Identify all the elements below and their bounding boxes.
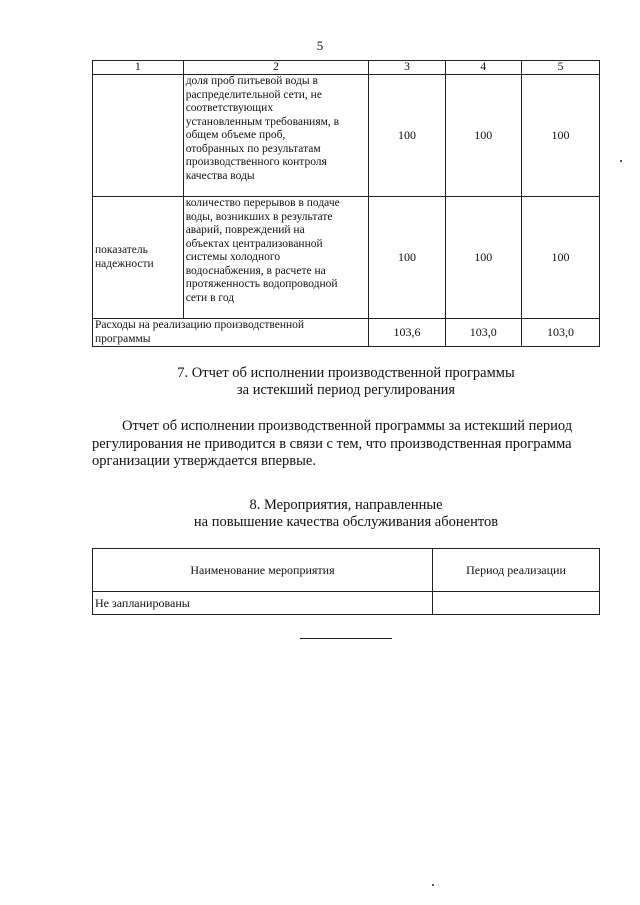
page-number: 5 xyxy=(316,38,324,53)
description-line: распределительной сети, не xyxy=(185,88,322,101)
event-name-header: Наименование мероприятия xyxy=(93,549,433,592)
period-cell xyxy=(433,592,600,615)
paragraph-line: регулирования не приводится в связи с тем, что производственная программа xyxy=(92,435,572,452)
value-cell: 100 xyxy=(369,75,445,197)
table-row xyxy=(93,197,600,319)
section-8-title-line-2: на повышение качества обслуживания абонентов xyxy=(193,514,499,530)
events-table xyxy=(92,548,600,615)
section-7-paragraph xyxy=(92,418,606,471)
table-row xyxy=(93,75,600,197)
header-cell-5: 5 xyxy=(521,61,599,75)
row-label-line: показатель xyxy=(95,244,148,256)
section-8-heading xyxy=(92,497,600,531)
section-8-title-line-1: 8. Мероприятия, направленные xyxy=(249,497,443,513)
row-label-line: надежности xyxy=(95,257,154,270)
expenses-value-cell: 103,0 xyxy=(521,319,599,347)
description-line: системы холодного xyxy=(185,251,281,263)
events-table-header-row xyxy=(93,549,600,592)
description-line: водоснабжения, в расчете на xyxy=(185,264,326,277)
expenses-value-cell: 103,0 xyxy=(445,319,521,347)
section-7-title-line-2: за истекший период регулирования xyxy=(236,382,456,398)
reliability-label-cell xyxy=(93,197,184,319)
period-header: Период реализации xyxy=(433,549,600,592)
description-line: сети в год xyxy=(185,291,235,304)
paragraph-line: Отчет об исполнении производственной программы за истекший период xyxy=(122,418,573,434)
description-line: установленным требованиям, в xyxy=(185,115,340,128)
header-cell-1: 1 xyxy=(93,61,184,75)
expenses-label-line: Расходы на реализацию производственной xyxy=(95,319,305,331)
expenses-value-cell: 103,6 xyxy=(369,319,445,347)
value-cell: 100 xyxy=(369,197,445,319)
reliability-indicator-description xyxy=(183,197,369,319)
description-line: качества воды xyxy=(185,169,255,182)
event-name-cell: Не запланированы xyxy=(93,592,433,615)
row-label-cell xyxy=(93,75,184,197)
value-cell: 100 xyxy=(521,75,599,197)
expenses-label-cell xyxy=(93,319,369,347)
expenses-row xyxy=(93,319,600,347)
description-line: производственного контроля xyxy=(185,156,327,168)
description-line: протяженность водопроводной xyxy=(185,278,338,290)
description-line: отобранных по результатам xyxy=(185,142,321,155)
table-header-row xyxy=(93,61,600,75)
header-cell-4: 4 xyxy=(445,61,521,75)
description-line: количество перерывов в подаче xyxy=(185,197,340,209)
quality-indicator-description xyxy=(183,75,369,197)
section-7-heading xyxy=(92,365,600,399)
description-line: объектах централизованной xyxy=(185,237,323,250)
section-7-title-line-1: 7. Отчет об исполнении производственной программы xyxy=(177,365,515,381)
header-cell-3: 3 xyxy=(369,61,445,75)
value-cell: 100 xyxy=(521,197,599,319)
end-divider xyxy=(300,638,392,639)
header-cell-2: 2 xyxy=(183,61,369,75)
expenses-label-line: программы xyxy=(95,332,151,345)
scan-artifact xyxy=(432,884,434,886)
description-line: общем объеме проб, xyxy=(185,129,286,141)
value-cell: 100 xyxy=(445,197,521,319)
description-line: воды, возникших в результате xyxy=(185,210,333,223)
scan-artifact xyxy=(620,160,622,162)
description-line: соответствующих xyxy=(185,102,274,114)
value-cell: 100 xyxy=(445,75,521,197)
paragraph-line: организации утверждается впервые. xyxy=(92,453,316,469)
indicators-table xyxy=(92,60,600,347)
description-line: аварий, повреждений на xyxy=(185,224,305,236)
description-line: доля проб питьевой воды в xyxy=(185,75,318,87)
table-row xyxy=(93,592,600,615)
